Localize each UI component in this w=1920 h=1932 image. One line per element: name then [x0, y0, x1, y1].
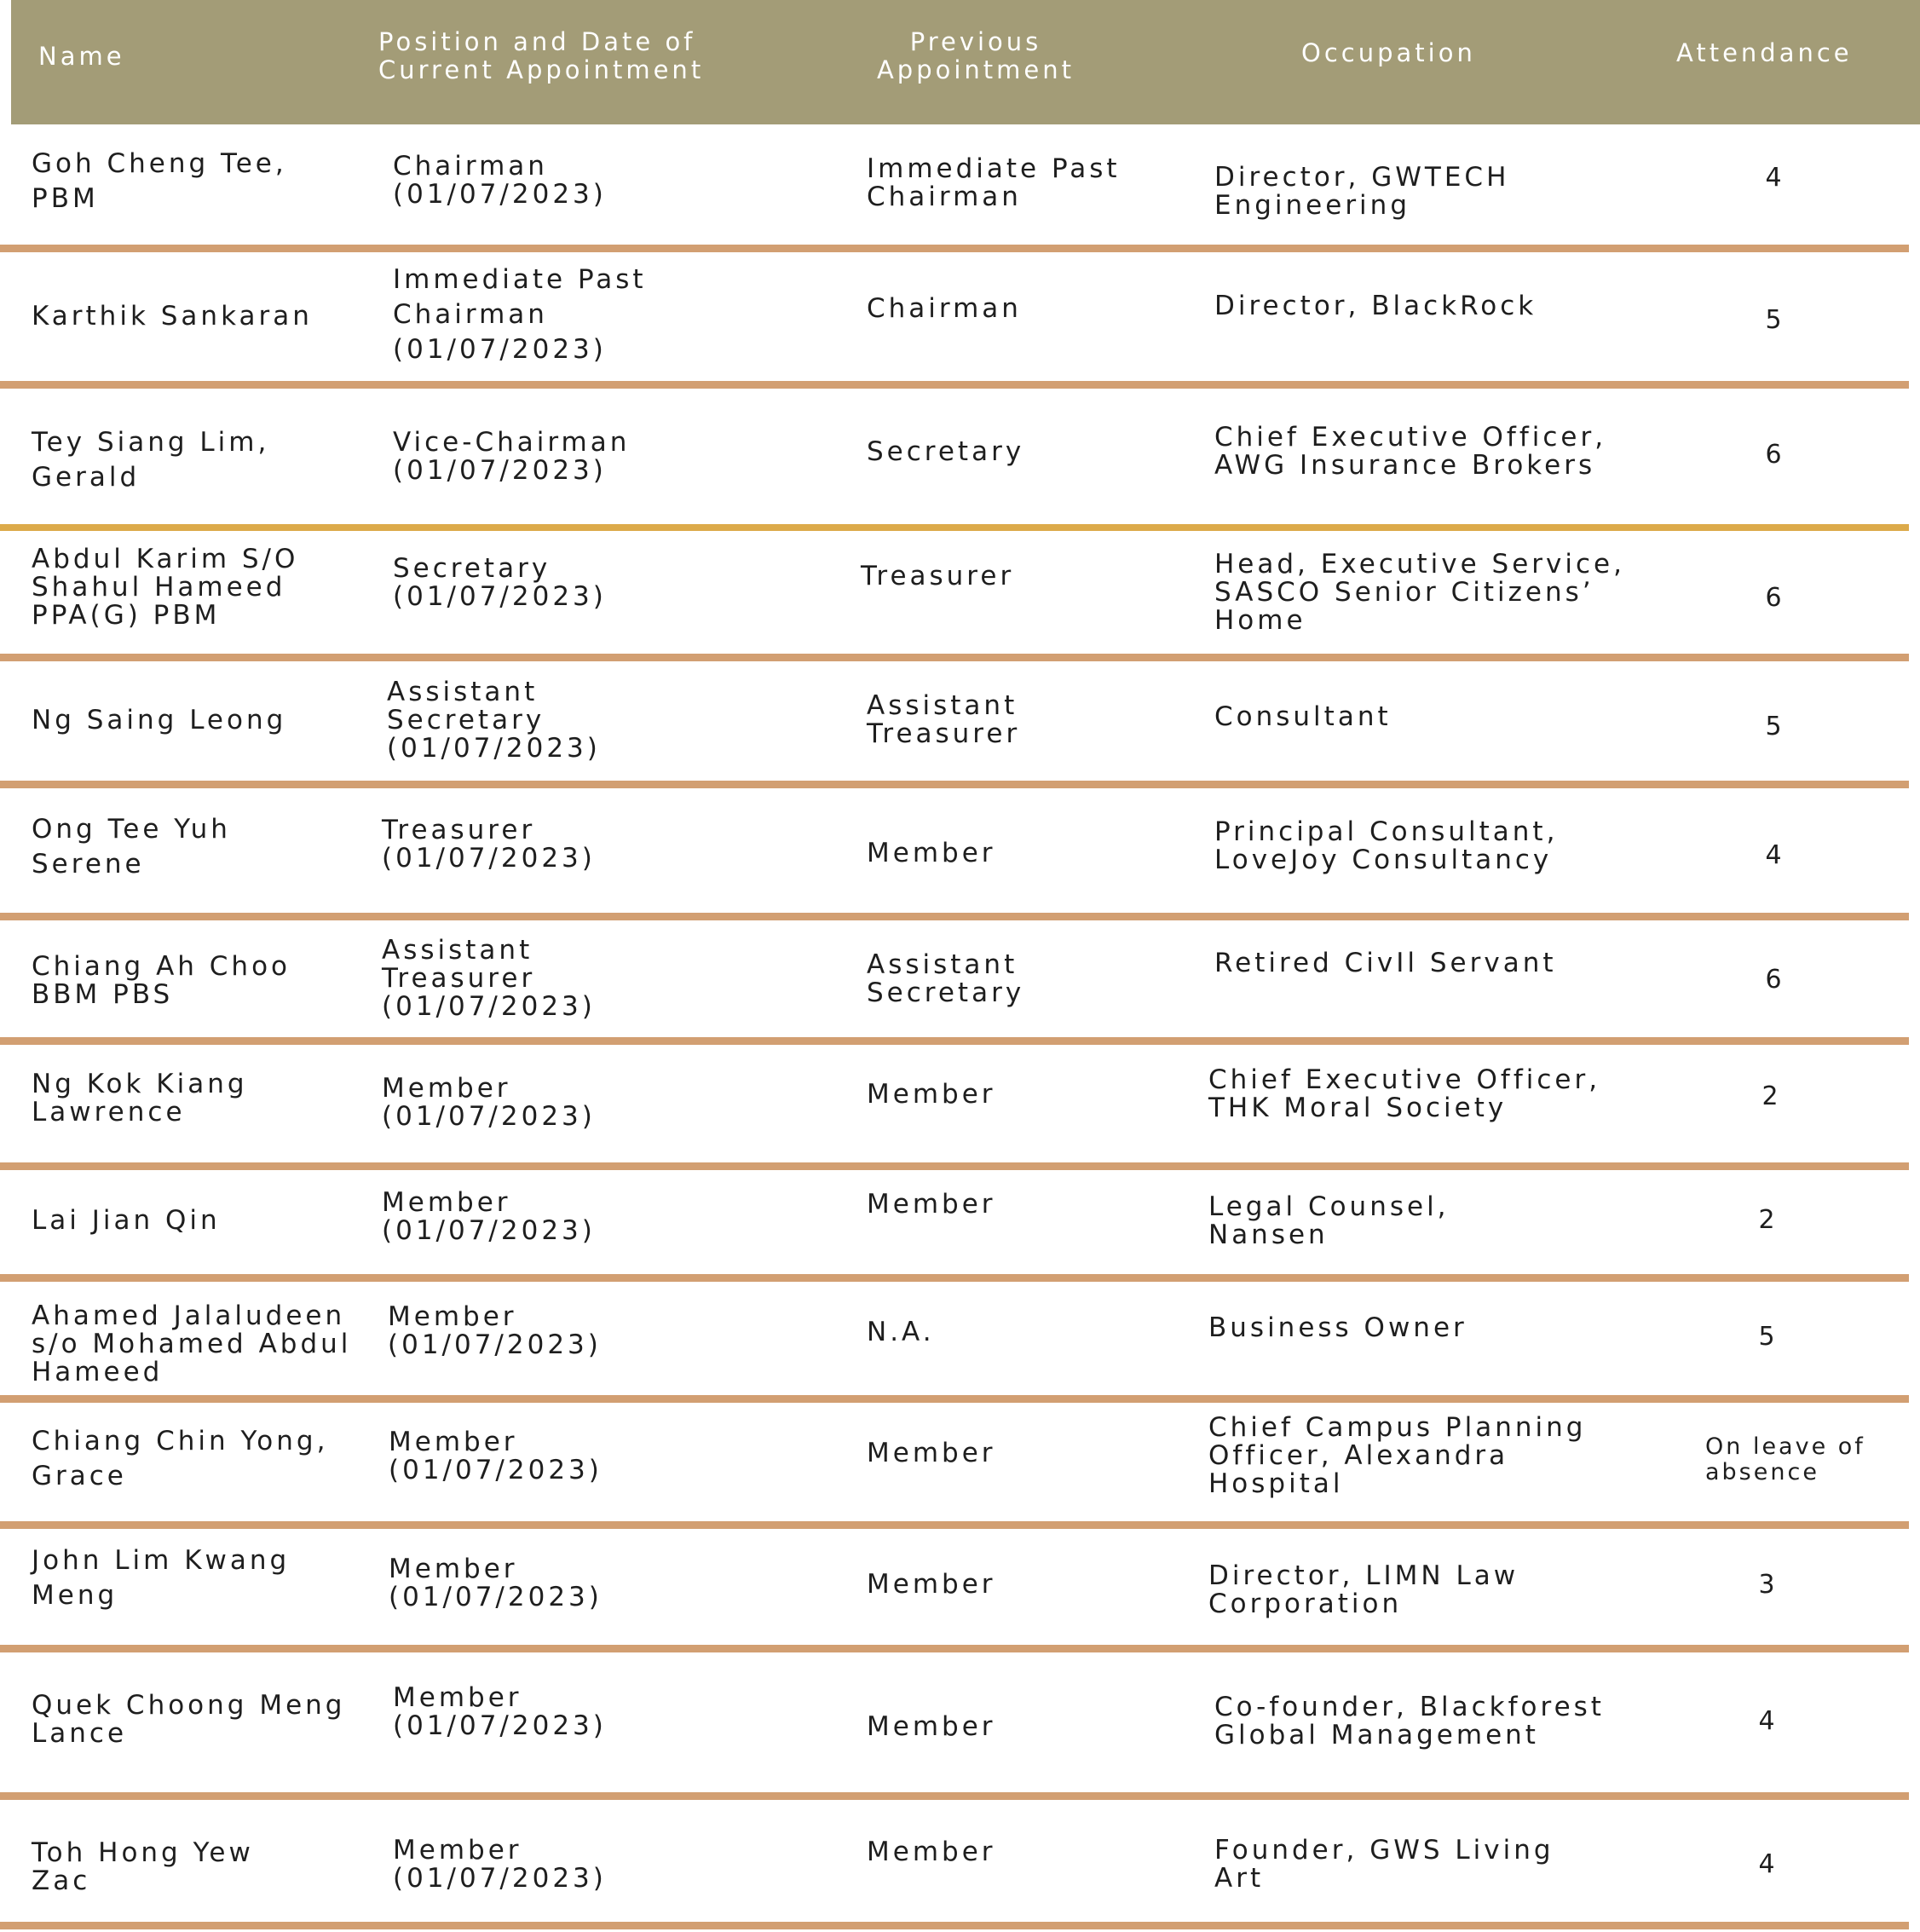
cell-name: Ng Kok Kiang Lawrence — [32, 1069, 248, 1127]
row-divider — [0, 913, 1909, 920]
cell-previous: Assistant Secretary — [867, 949, 1025, 1008]
row-divider — [0, 1792, 1909, 1800]
cell-attendance: 4 — [1765, 840, 1782, 870]
row-divider — [0, 1395, 1909, 1403]
cell-occupation: Chief Executive Officer, THK Moral Society — [1208, 1064, 1601, 1123]
cell-attendance: 5 — [1765, 712, 1782, 741]
cell-name: Goh Cheng Tee, PBM — [32, 148, 287, 214]
cell-name: Ong Tee Yuh Serene — [32, 814, 231, 879]
header-position: Position and Date of Current Appointment — [378, 27, 705, 84]
cell-occupation: Director, BlackRock — [1214, 291, 1537, 321]
row-divider — [0, 1521, 1909, 1529]
cell-position: Chairman (01/07/2023) — [393, 151, 607, 210]
cell-attendance: 2 — [1761, 1081, 1779, 1111]
cell-attendance: 5 — [1758, 1322, 1775, 1352]
row-divider — [0, 1274, 1909, 1282]
cell-occupation: Consultant — [1214, 701, 1392, 732]
header-occupation: Occupation — [1301, 38, 1476, 67]
cell-position: Assistant Treasurer (01/07/2023) — [382, 935, 596, 1022]
cell-previous: Immediate Past Chairman — [867, 153, 1121, 212]
cell-previous: Member — [867, 1837, 996, 1867]
cell-previous: Member — [867, 838, 996, 868]
row-divider — [0, 1162, 1909, 1170]
cell-occupation: Chief Campus Planning Officer, Alexandra Hospital — [1208, 1412, 1587, 1499]
cell-attendance: 4 — [1765, 163, 1782, 193]
cell-occupation: Director, GWTECH Engineering — [1214, 162, 1510, 221]
cell-attendance: 3 — [1758, 1570, 1775, 1600]
cell-previous: Member — [867, 1711, 996, 1742]
cell-occupation: Business Owner — [1208, 1312, 1467, 1343]
cell-attendance: 6 — [1765, 583, 1782, 613]
cell-position: Member (01/07/2023) — [388, 1301, 602, 1360]
row-divider — [0, 1922, 1909, 1929]
cell-position: Assistant Secretary (01/07/2023) — [387, 677, 601, 764]
row-divider — [0, 381, 1909, 389]
row-divider — [0, 1645, 1909, 1652]
cell-previous: N.A. — [867, 1317, 935, 1347]
cell-occupation: Co-founder, Blackforest Global Management — [1214, 1692, 1605, 1750]
cell-position: Member (01/07/2023) — [389, 1554, 603, 1612]
cell-name: Ng Saing Leong — [32, 705, 287, 735]
cell-occupation: Principal Consultant, LoveJoy Consultancy — [1214, 816, 1559, 875]
row-divider — [0, 524, 1909, 531]
cell-attendance: 2 — [1758, 1205, 1775, 1235]
cell-occupation: Head, Executive Service, SASCO Senior Citizens’ Home — [1214, 549, 1625, 636]
cell-previous: Assistant Treasurer — [867, 690, 1021, 749]
cell-attendance: 4 — [1758, 1706, 1775, 1736]
cell-name: Toh Hong Yew Zac — [32, 1837, 254, 1896]
cell-position: Member (01/07/2023) — [382, 1187, 596, 1246]
cell-attendance: 6 — [1765, 965, 1782, 995]
cell-attendance: 5 — [1765, 305, 1782, 335]
cell-name: Quek Choong Meng Lance — [32, 1690, 346, 1749]
cell-previous: Member — [867, 1438, 996, 1468]
cell-occupation: Chief Executive Officer, AWG Insurance Brokers — [1214, 422, 1607, 481]
cell-name: John Lim Kwang Meng — [32, 1545, 291, 1611]
cell-position: Member (01/07/2023) — [382, 1073, 596, 1132]
cell-occupation: Director, LIMN Law Corporation — [1208, 1560, 1519, 1619]
header-name: Name — [38, 42, 125, 71]
cell-name: Chiang Chin Yong, Grace — [32, 1426, 329, 1491]
cell-previous: Member — [867, 1569, 996, 1600]
row-divider — [0, 654, 1909, 661]
cell-position: Vice-Chairman (01/07/2023) — [393, 427, 631, 486]
cell-name: Ahamed Jalaludeen s/o Mohamed Abdul Hameed — [32, 1300, 352, 1387]
cell-name: Abdul Karim S/O Shahul Hameed PPA(G) PBM — [32, 544, 299, 631]
cell-name: Karthik Sankaran — [32, 301, 313, 332]
cell-previous: Treasurer — [861, 561, 1015, 591]
cell-attendance: 6 — [1765, 440, 1782, 470]
cell-attendance: 4 — [1758, 1849, 1775, 1879]
row-divider — [0, 1037, 1909, 1045]
cell-name: Tey Siang Lim, Gerald — [32, 427, 270, 493]
cell-attendance: On leave of absence — [1705, 1433, 1865, 1485]
cell-previous: Member — [867, 1189, 996, 1220]
row-divider — [0, 781, 1909, 788]
row-divider — [0, 245, 1909, 252]
cell-name: Chiang Ah Choo BBM PBS — [32, 951, 291, 1010]
cell-occupation: Legal Counsel, Nansen — [1208, 1191, 1450, 1250]
cell-occupation: Founder, GWS Living Art — [1214, 1835, 1554, 1894]
cell-position: Member (01/07/2023) — [393, 1835, 607, 1894]
header-previous: Previous Appointment — [876, 27, 1075, 84]
cell-previous: Chairman — [867, 293, 1022, 324]
cell-position: Member (01/07/2023) — [389, 1427, 603, 1485]
cell-position: Secretary (01/07/2023) — [393, 553, 607, 612]
cell-position: Immediate Past Chairman (01/07/2023) — [393, 264, 647, 365]
cell-occupation: Retired CivIl Servant — [1214, 948, 1557, 978]
cell-previous: Member — [867, 1079, 996, 1110]
cell-name: Lai Jian Qin — [32, 1205, 221, 1236]
cell-position: Treasurer (01/07/2023) — [382, 815, 596, 874]
header-attendance: Attendance — [1676, 38, 1853, 67]
cell-position: Member (01/07/2023) — [393, 1682, 607, 1741]
cell-previous: Secretary — [867, 436, 1025, 467]
